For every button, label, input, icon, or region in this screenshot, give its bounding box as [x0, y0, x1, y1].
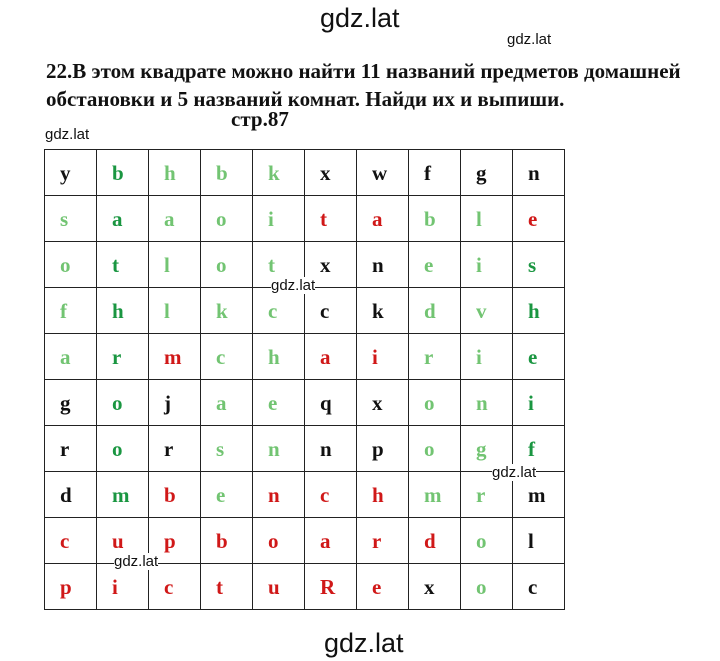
- grid-letter: i: [476, 253, 482, 277]
- grid-letter: f: [424, 161, 431, 185]
- grid-cell: [149, 150, 201, 196]
- grid-letter: n: [268, 483, 280, 507]
- grid-letter: o: [216, 207, 227, 231]
- grid-cell: [149, 196, 201, 242]
- grid-letter: j: [164, 391, 171, 415]
- grid-cell: [513, 518, 565, 564]
- grid-cell: [201, 196, 253, 242]
- grid-letter: o: [60, 253, 71, 277]
- grid-row: [45, 150, 565, 196]
- grid-letter: r: [424, 345, 434, 369]
- grid-cell: [461, 564, 513, 610]
- grid-cell: [45, 150, 97, 196]
- watermark: gdz.lat: [114, 553, 159, 570]
- grid-cell: [253, 564, 305, 610]
- grid-cell: [305, 472, 357, 518]
- watermark: gdz.lat: [45, 126, 90, 143]
- grid-cell: [357, 196, 409, 242]
- grid-cell: [201, 288, 253, 334]
- grid-cell: [97, 426, 149, 472]
- grid-cell: [201, 150, 253, 196]
- grid-cell: [357, 334, 409, 380]
- grid-cell: [513, 564, 565, 610]
- grid-cell: [305, 518, 357, 564]
- grid-cell: [305, 288, 357, 334]
- grid-letter: i: [476, 345, 482, 369]
- grid-cell: [305, 426, 357, 472]
- grid-letter: b: [112, 161, 124, 185]
- grid-letter: e: [528, 207, 538, 231]
- grid-letter: f: [60, 299, 67, 323]
- grid-cell: [149, 242, 201, 288]
- grid-letter: o: [268, 529, 279, 553]
- grid-cell: [357, 518, 409, 564]
- grid-letter: r: [60, 437, 70, 461]
- grid-cell: [513, 380, 565, 426]
- grid-cell: [97, 472, 149, 518]
- grid-cell: [461, 196, 513, 242]
- grid-cell: [461, 242, 513, 288]
- grid-cell: [149, 380, 201, 426]
- grid-cell: [409, 288, 461, 334]
- grid-letter: d: [424, 529, 436, 553]
- grid-cell: [461, 518, 513, 564]
- grid-cell: [513, 288, 565, 334]
- grid-letter: f: [528, 437, 535, 461]
- page-reference: стр.87: [231, 107, 289, 131]
- task-text: 22.В этом квадрате можно найти 11 названий предметов домашней обстановки и 5 названий комнат. Найди их и выпиши.: [46, 59, 681, 111]
- grid-body: [45, 150, 565, 610]
- grid-cell: [97, 564, 149, 610]
- grid-letter: r: [372, 529, 382, 553]
- grid-letter: p: [60, 575, 72, 599]
- grid-letter: c: [164, 575, 174, 599]
- grid-cell: [461, 288, 513, 334]
- grid-cell: [97, 380, 149, 426]
- grid-letter: k: [268, 161, 280, 185]
- grid-cell: [253, 196, 305, 242]
- grid-letter: v: [476, 299, 487, 323]
- grid-letter: i: [528, 391, 534, 415]
- grid-letter: h: [528, 299, 540, 323]
- grid-letter: h: [372, 483, 384, 507]
- grid-row: [45, 196, 565, 242]
- grid-cell: [305, 380, 357, 426]
- word-search-grid: [44, 149, 565, 610]
- grid-cell: [357, 472, 409, 518]
- grid-letter: n: [476, 391, 488, 415]
- grid-letter: m: [112, 483, 130, 507]
- grid-cell: [97, 196, 149, 242]
- grid-row: [45, 288, 565, 334]
- grid-letter: a: [164, 207, 175, 231]
- grid-cell: [45, 518, 97, 564]
- grid-cell: [45, 196, 97, 242]
- grid-letter: h: [268, 345, 280, 369]
- grid-cell: [409, 380, 461, 426]
- grid-cell: [253, 288, 305, 334]
- grid-letter: t: [320, 207, 327, 231]
- grid-cell: [513, 150, 565, 196]
- grid-letter: b: [216, 529, 228, 553]
- grid-letter: p: [164, 529, 176, 553]
- grid-cell: [305, 196, 357, 242]
- grid-letter: r: [112, 345, 122, 369]
- grid-letter: n: [268, 437, 280, 461]
- grid-letter: w: [372, 161, 388, 185]
- grid-letter: h: [112, 299, 124, 323]
- grid-cell: [45, 426, 97, 472]
- grid-letter: l: [164, 299, 170, 323]
- grid-letter: m: [424, 483, 442, 507]
- grid-cell: [409, 426, 461, 472]
- grid-letter: a: [372, 207, 383, 231]
- grid-letter: a: [60, 345, 71, 369]
- grid-letter: a: [320, 529, 331, 553]
- watermark-bottom: gdz.lat: [324, 628, 404, 658]
- grid-cell: [409, 564, 461, 610]
- grid-letter: g: [476, 161, 487, 185]
- grid-letter: a: [320, 345, 331, 369]
- grid-row: [45, 564, 565, 610]
- grid-cell: [45, 288, 97, 334]
- watermark: gdz.lat: [507, 31, 552, 48]
- grid-letter: n: [372, 253, 384, 277]
- grid-letter: o: [424, 391, 435, 415]
- grid-letter: e: [528, 345, 538, 369]
- grid-cell: [357, 288, 409, 334]
- grid-letter: c: [268, 299, 278, 323]
- grid-cell: [305, 150, 357, 196]
- grid-cell: [305, 564, 357, 610]
- grid-cell: [409, 150, 461, 196]
- grid-letter: b: [164, 483, 176, 507]
- grid-letter: b: [424, 207, 436, 231]
- grid-cell: [409, 196, 461, 242]
- grid-cell: [253, 380, 305, 426]
- grid-letter: h: [164, 161, 176, 185]
- grid-cell: [201, 334, 253, 380]
- grid-letter: l: [164, 253, 170, 277]
- grid-letter: t: [216, 575, 223, 599]
- grid-letter: l: [528, 529, 534, 553]
- grid-letter: o: [476, 529, 487, 553]
- grid-row: [45, 380, 565, 426]
- grid-cell: [45, 334, 97, 380]
- grid-letter: x: [372, 391, 383, 415]
- grid-cell: [357, 426, 409, 472]
- grid-cell: [253, 426, 305, 472]
- grid-row: [45, 334, 565, 380]
- grid-letter: e: [216, 483, 226, 507]
- grid-letter: c: [320, 483, 330, 507]
- grid-cell: [513, 334, 565, 380]
- grid-letter: s: [216, 437, 225, 461]
- grid-letter: a: [216, 391, 227, 415]
- grid-letter: x: [320, 161, 331, 185]
- grid-letter: u: [112, 529, 124, 553]
- grid-cell: [253, 150, 305, 196]
- grid-cell: [97, 334, 149, 380]
- grid-letter: k: [372, 299, 384, 323]
- grid-letter: o: [112, 437, 123, 461]
- grid-cell: [461, 380, 513, 426]
- grid-letter: i: [372, 345, 378, 369]
- grid-letter: p: [372, 437, 384, 461]
- grid-letter: n: [320, 437, 332, 461]
- grid-letter: b: [216, 161, 228, 185]
- grid-letter: m: [164, 345, 182, 369]
- grid-cell: [201, 380, 253, 426]
- grid-cell: [149, 334, 201, 380]
- grid-cell: [201, 564, 253, 610]
- grid-letter: i: [268, 207, 274, 231]
- grid-letter: x: [320, 253, 331, 277]
- grid-cell: [201, 472, 253, 518]
- grid-letter: i: [112, 575, 118, 599]
- grid-letter: g: [476, 437, 487, 461]
- grid-cell: [409, 242, 461, 288]
- grid-cell: [357, 380, 409, 426]
- grid-cell: [149, 472, 201, 518]
- grid-cell: [149, 288, 201, 334]
- grid-cell: [149, 426, 201, 472]
- grid-cell: [97, 288, 149, 334]
- grid-cell: [461, 334, 513, 380]
- grid-letter: s: [60, 207, 69, 231]
- grid-row: [45, 426, 565, 472]
- grid-cell: [357, 242, 409, 288]
- grid-letter: e: [268, 391, 278, 415]
- grid-cell: [97, 242, 149, 288]
- grid-cell: [253, 518, 305, 564]
- grid-letter: x: [424, 575, 435, 599]
- grid-letter: s: [528, 253, 537, 277]
- grid-letter: a: [112, 207, 123, 231]
- grid-letter: o: [476, 575, 487, 599]
- grid-cell: [201, 242, 253, 288]
- grid-letter: e: [424, 253, 434, 277]
- grid-letter: m: [528, 483, 546, 507]
- grid-letter: q: [320, 391, 332, 415]
- grid-cell: [45, 380, 97, 426]
- grid-letter: t: [112, 253, 119, 277]
- grid-cell: [357, 564, 409, 610]
- grid-cell: [357, 150, 409, 196]
- grid-letter: t: [268, 253, 275, 277]
- grid-row: [45, 472, 565, 518]
- grid-cell: [253, 472, 305, 518]
- grid-cell: [253, 334, 305, 380]
- grid-cell: [149, 564, 201, 610]
- grid-cell: [513, 196, 565, 242]
- watermark: gdz.lat: [271, 277, 316, 294]
- grid-letter: n: [528, 161, 540, 185]
- grid-letter: d: [424, 299, 436, 323]
- grid-letter: o: [216, 253, 227, 277]
- grid-cell: [513, 242, 565, 288]
- grid-letter: e: [372, 575, 382, 599]
- grid-letter: c: [216, 345, 226, 369]
- grid-letter: g: [60, 391, 71, 415]
- grid-cell: [45, 472, 97, 518]
- grid-cell: [409, 334, 461, 380]
- grid-letter: u: [268, 575, 280, 599]
- watermark: gdz.lat: [492, 464, 537, 481]
- grid-letter: o: [112, 391, 123, 415]
- grid-letter: c: [528, 575, 538, 599]
- grid-letter: c: [60, 529, 70, 553]
- grid-letter: R: [320, 575, 336, 599]
- grid-letter: c: [320, 299, 330, 323]
- grid-cell: [409, 518, 461, 564]
- grid-cell: [305, 334, 357, 380]
- grid-letter: k: [216, 299, 228, 323]
- grid-letter: o: [424, 437, 435, 461]
- grid-letter: l: [476, 207, 482, 231]
- grid-letter: y: [60, 161, 71, 185]
- grid-letter: r: [164, 437, 174, 461]
- grid-letter: r: [476, 483, 486, 507]
- grid-cell: [97, 150, 149, 196]
- grid-cell: [201, 426, 253, 472]
- watermark-top: gdz.lat: [320, 3, 400, 33]
- grid-cell: [201, 518, 253, 564]
- grid-cell: [45, 564, 97, 610]
- grid-cell: [461, 150, 513, 196]
- grid-letter: d: [60, 483, 72, 507]
- grid-cell: [45, 242, 97, 288]
- grid-cell: [409, 472, 461, 518]
